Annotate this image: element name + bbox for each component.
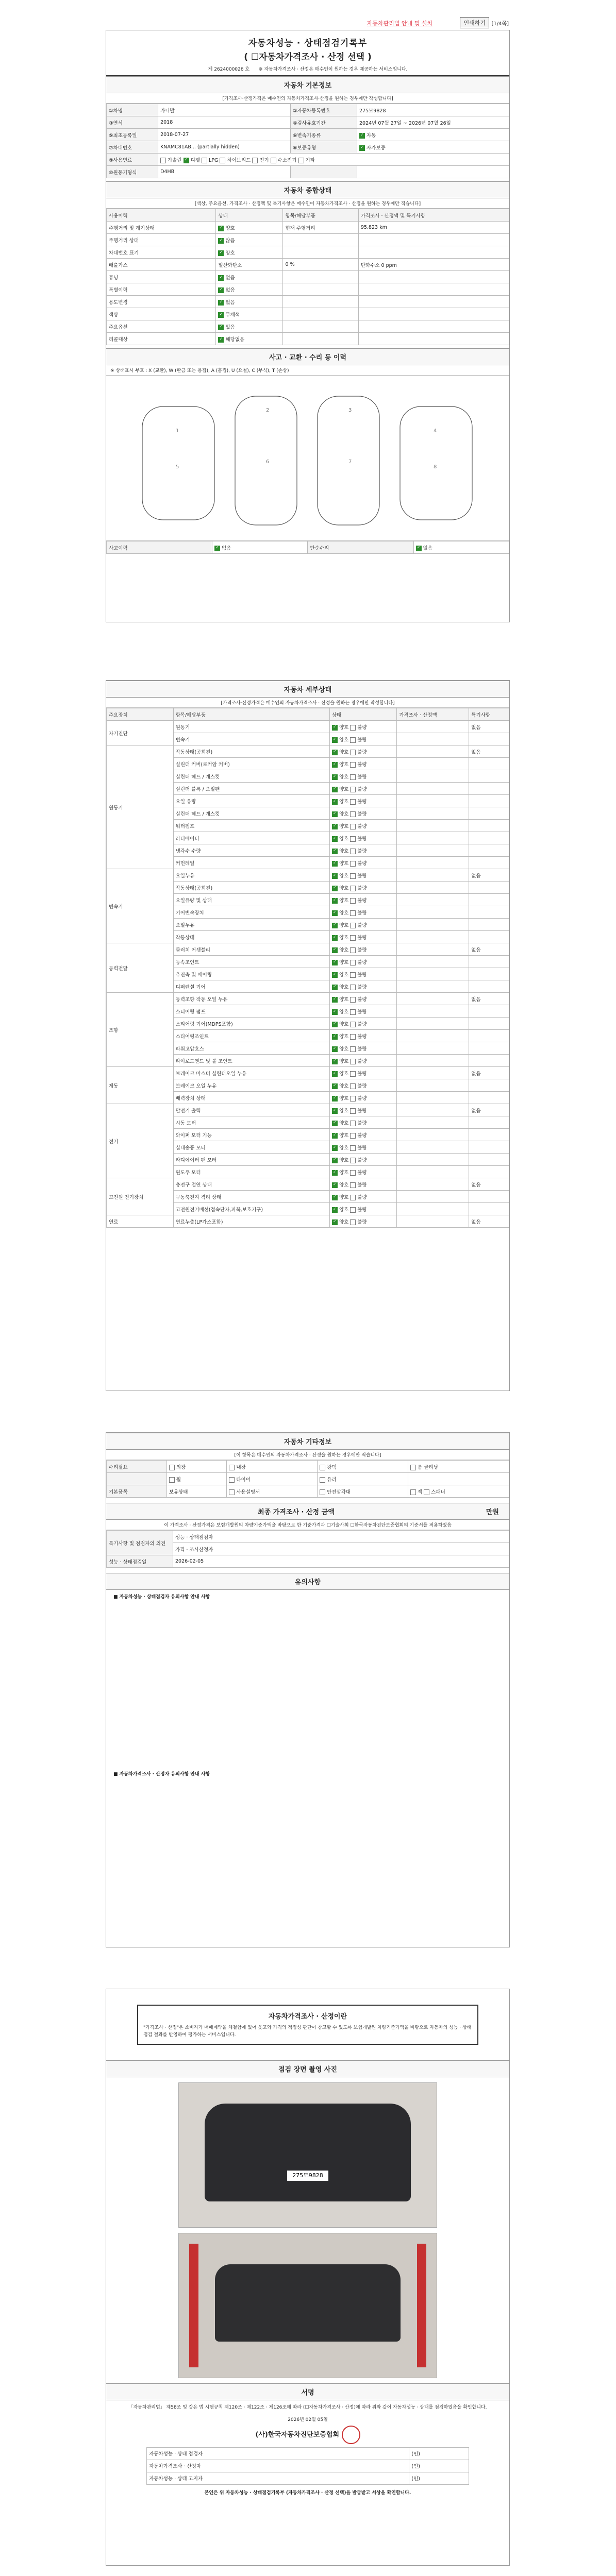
- status-table: 사용이력 상태 항목/해당부품 가격조사 · 산정액 및 특기사항 주행거리 및 계기상태 ✓ 양호 현재 주행거리 95,823 km 주행거리 상태 ✓ 많음 차대번호 표기 ✓ 양호 배출가스 일산화탄소 0 % 탄화수소 0 ppm 튜닝 ✓ 없음 특별이력 ✓ 없음 용도변경 ✓ 없음 색상 ✓ 무채색 주요옵션 ✓ 있음 리콜대상 ✓ 해당없음: [106, 209, 509, 345]
- table-row: 구동축전지 격리 상태 ✓ 양호 불량: [107, 1191, 509, 1203]
- sign-org: (사)한국자동차진단보증협회: [106, 2426, 509, 2444]
- table-row: 윈도우 모터 ✓ 양호 불량: [107, 1166, 509, 1178]
- table-row: 오일유량 및 상태 ✓ 양호 불량: [107, 894, 509, 906]
- detail-table: 주요장치 항목/해당부품 상태 가격조사 · 산정액 특기사항 자기진단 원동기 ✓ 양호 불량 없음 변속기 ✓ 양호 불량 원동기 작동상태(공회전) ✓ 양호 불량 없음 실린더 커버(로커암 커버) ✓ 양호 불량 실린더 헤드 / 개스킷 ✓ 양호 불량 실린더 블록 / 오일팬 ✓ 양호 불량 오일 유량 ✓ 양호 불량 실린더 헤드 / 개스킷 ✓ 양호 불량 워터펌프 ✓ 양호 불량 라디에이터 ✓ 양호 불량 냉각수 수량 ✓ 양호 불량 커먼레일 ✓ 양호 불량 변속기 오일누유 ✓ 양호 불량 없음 작동상태(공회전) ✓ 양호 불량 오일유량 및 상태 ✓ 양호 불량 기어변속장치 ✓ 양호 불량 오일누유 ✓ 양호 불량 작동상태 ✓ 양호 불량 동력전달 클러치 어셈블리 ✓ 양호 불량 없음 등속조인트 ✓ 양호 불량 추진축 및 베어링 ✓ 양호 불량 디퍼렌셜 기어 ✓ 양호 불량 조향 동력조향 작동 오일 누유 ✓ 양호 불량 없음 스티어링 펌프 ✓ 양호 불량 스티어링 기어(MDPS포함) ✓ 양호 불량 스티어링조인트 ✓ 양호 불량 파워고압호스 ✓ 양호 불량 타이로드엔드 및 볼 조인트 ✓ 양호 불량 제동 브레이크 마스터 실린더오일 누유 ✓ 양호 불량 없음 브레이크 오일 누유 ✓ 양호 불량 배력장치 상태 ✓ 양호 불량 전기 발전기 출력 ✓ 양호 불량 없음 시동 모터 ✓ 양호 불량 와이퍼 모터 기능 ✓ 양호 불량 실내송풍 모터 ✓ 양호 불량 라디에이터 팬 모터 ✓ 양호 불량 윈도우 모터 ✓ 양호 불량 고전원 전기장치 충전구 절연 상태 ✓ 양호 불량 없음 구동축전지 격리 상태 ✓ 양호 불량 고전원전기배선(접속단자,피복,보호기구) ✓ 양호 불량 연료 연료누출(LP가스포함) ✓ 양호 불량 없음: [106, 708, 509, 1228]
- sign-table: 자동차성능 · 상태 점검자 (인) 자동차가격조사 · 산정자 (인) 자동차성능 · 상태 고지자 (인): [146, 2447, 469, 2485]
- basic-note: [가격조사·산정가격은 매수인의 자동차가격조사·산정을 원하는 경우에만 작성합니다]: [106, 93, 509, 104]
- plate-front: 275모9828: [287, 2171, 328, 2181]
- table-row: 원동기 작동상태(공회전) ✓ 양호 불량 없음: [107, 745, 509, 758]
- svg-text:8: 8: [434, 464, 437, 470]
- table-row: 기어변속장치 ✓ 양호 불량: [107, 906, 509, 919]
- section-detail: 자동차 세부상태: [106, 681, 509, 698]
- table-row: 자기진단 원동기 ✓ 양호 불량 없음: [107, 721, 509, 733]
- svg-text:7: 7: [348, 459, 352, 465]
- table-row: 워터펌프 ✓ 양호 불량: [107, 820, 509, 832]
- table-row: 라디에이터 팬 모터 ✓ 양호 불량: [107, 1154, 509, 1166]
- table-row: 라디에이터 ✓ 양호 불량: [107, 832, 509, 844]
- inspection-photo-lift: [178, 2233, 437, 2378]
- table-row: 와이퍼 모터 기능 ✓ 양호 불량: [107, 1129, 509, 1141]
- print-button[interactable]: 인쇄하기: [460, 17, 489, 28]
- table-row: 디퍼렌셜 기어 ✓ 양호 불량: [107, 980, 509, 993]
- accident-note: ※ 상태표시 부호 : X (교환), W (판금 또는 용접), A (흠집), U (요철), C (부식), T (손상): [106, 365, 509, 376]
- notice-section: 유의사항: [106, 1573, 509, 1590]
- table-row: 실린더 헤드 / 개스킷 ✓ 양호 불량: [107, 807, 509, 820]
- table-row: 시동 모터 ✓ 양호 불량: [107, 1116, 509, 1129]
- table-row: 작동상태 ✓ 양호 불량: [107, 931, 509, 943]
- table-row: 연료 연료누출(LP가스포함) ✓ 양호 불량 없음: [107, 1215, 509, 1228]
- top-toolbar: [106, 15, 510, 29]
- table-row: 고전원전기배선(접속단자,피복,보호기구) ✓ 양호 불량: [107, 1203, 509, 1215]
- status-note: [색상, 주요옵션, 가격조사 · 산정액 및 특기사항은 매수인이 자동차가격조사 · 산정을 원하는 경우에만 적습니다]: [106, 198, 509, 209]
- photo-section: 점검 장면 촬영 사진: [106, 2060, 509, 2077]
- table-row: 추진축 및 베어링 ✓ 양호 불량: [107, 968, 509, 980]
- page-4: [106, 1989, 510, 2566]
- table-row: 냉각수 수량 ✓ 양호 불량: [107, 844, 509, 857]
- svg-text:3: 3: [348, 408, 352, 413]
- doc-number: 제 2624000026 호: [208, 67, 250, 72]
- sign-section: 서명: [106, 2383, 509, 2400]
- section-other: 자동차 기타정보: [106, 1433, 509, 1450]
- section-accident: 사고 · 교환 · 수리 등 이력: [106, 348, 509, 365]
- notice-body: ■ 자동차성능 · 상태점검자 유의사항 안내 사항 ■ 자동차가격조사 · 산정자 유의사항 안내 사항: [113, 1595, 210, 1777]
- table-row: 타이로드엔드 및 볼 조인트 ✓ 양호 불량: [107, 1055, 509, 1067]
- svg-text:1: 1: [176, 428, 179, 434]
- title-main: 자동차성능 · 상태점검기록부: [248, 38, 368, 48]
- other-note: [이 항목은 매수인의 자동차가격조사 · 산정을 원하는 경우에만 적습니다]: [106, 1450, 509, 1460]
- table-row: 등속조인트 ✓ 양호 불량: [107, 956, 509, 968]
- section-status: 자동차 종합상태: [106, 181, 509, 198]
- table-row: 제동 브레이크 마스터 실린더오일 누유 ✓ 양호 불량 없음: [107, 1067, 509, 1079]
- table-row: 동력전달 클러치 어셈블리 ✓ 양호 불량 없음: [107, 943, 509, 956]
- doc-meta: ※ 자동차가격조사 · 산정은 매수인이 원하는 경우 제공하는 서비스입니다.: [259, 67, 408, 72]
- other-table: 수리필요 외장 내장 광택 룸 클리닝 휠 타이어 유리 기본품목 보유상태 사용설명서 안전삼각대 잭 스패너: [106, 1460, 509, 1498]
- car-diagram: [106, 376, 509, 541]
- svg-text:5: 5: [176, 464, 179, 470]
- table-row: 스티어링조인트 ✓ 양호 불량: [107, 1030, 509, 1042]
- table-row: 조향 동력조향 작동 오일 누유 ✓ 양호 불량 없음: [107, 993, 509, 1005]
- page-3: [106, 1432, 510, 1947]
- bottom-text: 본인은 위 자동차성능 · 상태점검기록부 (자동차가격조사 · 산정 선택)을 발급받고 서상을 확인합니다.: [204, 2490, 411, 2496]
- table-row: 배력장치 상태 ✓ 양호 불량: [107, 1092, 509, 1104]
- basic-table: ①차명 카니발 ②자동차등록번호 275모9828 ③연식 2018 ④검사유효기간 2024년 07월 27일 ~ 2026년 07월 26일 ⑤최초등록일 2018-07-27 ⑥변속기종류 ✓ 자동 ⑦차대번호 KNAMC81AB... (partially hidden) ⑧보증유형 ✓ 자가보증 ⑨사용연료 가솔린 ✓ 디젤 LPG 하이브리드 전기 수소전기 기타 ⑩원동기형식 D4HB: [106, 104, 509, 178]
- table-row: 스티어링 기어(MDPS포함) ✓ 양호 불량: [107, 1018, 509, 1030]
- final-note: 이 가격조사 · 산정가격은 보험개발원의 차량기준가액을 바탕으로 한 기준가격과 ☐기술사회 ☐한국자동차진단보증협회의 기준서를 적용하였음: [106, 1520, 509, 1530]
- title-sub: ( ☐자동차가격조사 · 산정 선택 ): [244, 52, 372, 62]
- notice-link[interactable]: 자동차관리법 안내 및 설치: [367, 20, 432, 27]
- page-number: [1/4쪽]: [491, 21, 509, 27]
- sign-date: 2026년 02월 05일: [288, 2417, 328, 2422]
- info-box: 자동차가격조사 · 산정이란 "가격조사 · 산정"은 소비자가 매매계약을 체결함에 있어 웃고와 가격의 적정성 판단이 참고할 수 있도록 보험개발원 차량기준가액을 바탕으로 자동차의 성능 · 상태점검 결과를 반영하여 평가하는 서비스입니다.: [137, 2005, 478, 2045]
- page-1: [106, 30, 510, 622]
- svg-text:2: 2: [266, 408, 270, 413]
- table-row: 변속기 오일누유 ✓ 양호 불량 없음: [107, 869, 509, 882]
- svg-text:6: 6: [266, 459, 270, 465]
- table-row: 변속기 ✓ 양호 불량: [107, 733, 509, 745]
- table-row: 실린더 커버(로커암 커버) ✓ 양호 불량: [107, 758, 509, 770]
- table-row: 파워고압호스 ✓ 양호 불량: [107, 1042, 509, 1055]
- table-row: 실린더 헤드 / 개스킷 ✓ 양호 불량: [107, 770, 509, 783]
- table-row: 실린더 블록 / 오일팬 ✓ 양호 불량: [107, 783, 509, 795]
- table-row: 작동상태(공회전) ✓ 양호 불량: [107, 882, 509, 894]
- detail-note: [가격조사·산정가격은 매수인의 자동차가격조사 · 산정을 원하는 경우에만 작성합니다]: [106, 698, 509, 708]
- table-row: 스티어링 펌프 ✓ 양호 불량: [107, 1005, 509, 1018]
- document-title: [106, 30, 509, 76]
- table-row: 전기 발전기 출력 ✓ 양호 불량 없음: [107, 1104, 509, 1116]
- final-price-section: 최종 가격조사 · 산정 금액 만원: [106, 1503, 509, 1520]
- table-row: 오일누유 ✓ 양호 불량: [107, 919, 509, 931]
- table-row: 브레이크 오일 누유 ✓ 양호 불량: [107, 1079, 509, 1092]
- page-2: [106, 680, 510, 1391]
- special-table: 특기사항 및 점검자의 의견 성능 · 상태점검자 가격 · 조사산정자 성능 · 상태점검일 2026-02-05: [106, 1530, 509, 1568]
- inspection-photo-front: [178, 2082, 437, 2228]
- section-basic: 자동차 기본정보: [106, 76, 509, 93]
- table-row: 실내송풍 모터 ✓ 양호 불량: [107, 1141, 509, 1154]
- accident-summary: 사고이력 ✓ 없음 단순수리 ✓ 없음: [106, 541, 509, 554]
- svg-text:4: 4: [434, 428, 437, 434]
- sign-text: 「자동차관리법」 제58조 및 같은 법 시행규칙 제120조 · 제122조 · 제126조에 따라 (☐자동차가격조사 · 산정)에 따라 위와 같이 자동차성능 · 상태를 점검하였음을 확인합니다.: [128, 2405, 487, 2410]
- table-row: 오일 유량 ✓ 양호 불량: [107, 795, 509, 807]
- table-row: 고전원 전기장치 충전구 절연 상태 ✓ 양호 불량 없음: [107, 1178, 509, 1191]
- table-row: 커먼레일 ✓ 양호 불량: [107, 857, 509, 869]
